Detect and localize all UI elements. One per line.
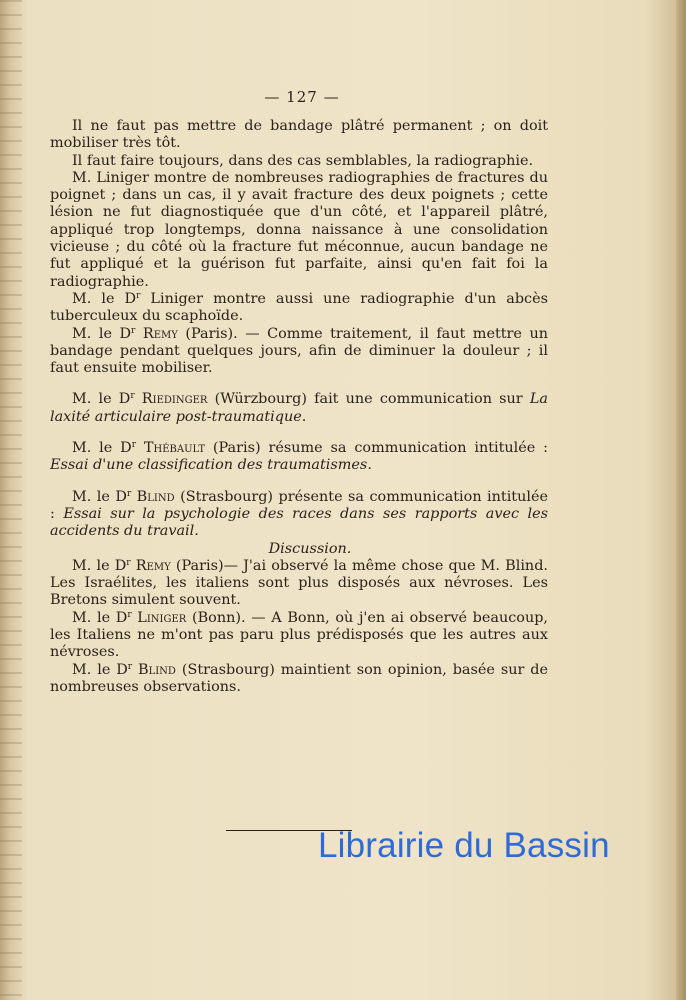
speaker-name: Thébault [136,440,205,457]
page-spine-shadow [0,0,22,1000]
paragraph-5: M. le $D^r$ Remy (Paris). — Comme traitement, il faut mettre un bandage pendant quelques jours, afin de diminuer la douleur ; il faut ensuite mobiliser. [50,325,548,377]
speaker-name: Blind [131,488,175,505]
discussion-heading: Discussion. [268,540,352,557]
paragraph-8: M. le $D^r$ Blind (Strasbourg) présente sa communication intitulée : Essai sur la psychologie des races dans ses rapports avec les accidents du travail. [50,488,548,540]
discussion-paragraph-3: M. le $D^r$ Blind (Strasbourg) maintient son opinion, basée sur de nombreuses observations. [50,661,548,695]
body-text [50,118,548,696]
speaker-name: Liniger [131,609,187,626]
communication-title: La laxité articulaire post-traumatique [50,391,548,425]
paragraph-3: M. Liniger montre de nombreuses radiographies de fractures du poignet ; dans un cas, il y avait fracture des deux poignets ; cette lésion ne fut diagnostiquée que d'un côté, et l'appareil plâtré, appliqué trop longtemps, donna naissance à une consolidation vicieuse ; du côté où la fracture fut méconnue, aucun bandage ne fut appliqué et la guérison fut parfaite, ainsi qu'en fait foi la radiographie. [50,169,548,290]
page-edge [676,0,686,1000]
page-number: — 127 — [264,88,340,106]
speaker-name: Riedinger [134,391,208,408]
communication-title: Essai sur la psychologie des races dans ses rapports avec les accidents du travail [50,505,548,540]
watermark: Librairie du Bassin [318,826,610,865]
paragraph-6: M. le $D^r$ Riedinger (Würzbourg) fait une communication sur La laxité articulaire post-traumatique. [50,391,548,425]
discussion-paragraph-1: M. le $D^r$ Remy (Paris)— J'ai observé la même chose que M. Blind. Les Israélites, les italiens sont plus disposés aux névroses. Les Bretons simulent souvent. [50,557,548,609]
paragraph-1: Il ne faut pas mettre de bandage plâtré permanent ; on doit mobiliser très tôt. [50,118,548,152]
speaker-name: Remy [130,557,171,574]
paragraph-4: M. le $D^r$ Liniger montre aussi une radiographie d'un abcès tuberculeux du scaphoïde. [50,290,548,325]
speaker-name: Remy [135,325,178,342]
paragraph-7: M. le $D^r$ Thébault (Paris) résume sa communication intitulée : Essai d'une classification des traumatismes. [50,440,548,474]
paragraph-2: Il faut faire toujours, dans des cas semblables, la radiographie. [72,152,534,169]
speaker-name: Blind [132,661,176,678]
discussion-paragraph-2: M. le $D^r$ Liniger (Bonn). — A Bonn, où j'en ai observé beaucoup, les Italiens ne m'ont pas paru plus prédisposés que les autres aux névroses. [50,609,549,661]
communication-title: Essai d'une classification des traumatismes [50,457,368,474]
